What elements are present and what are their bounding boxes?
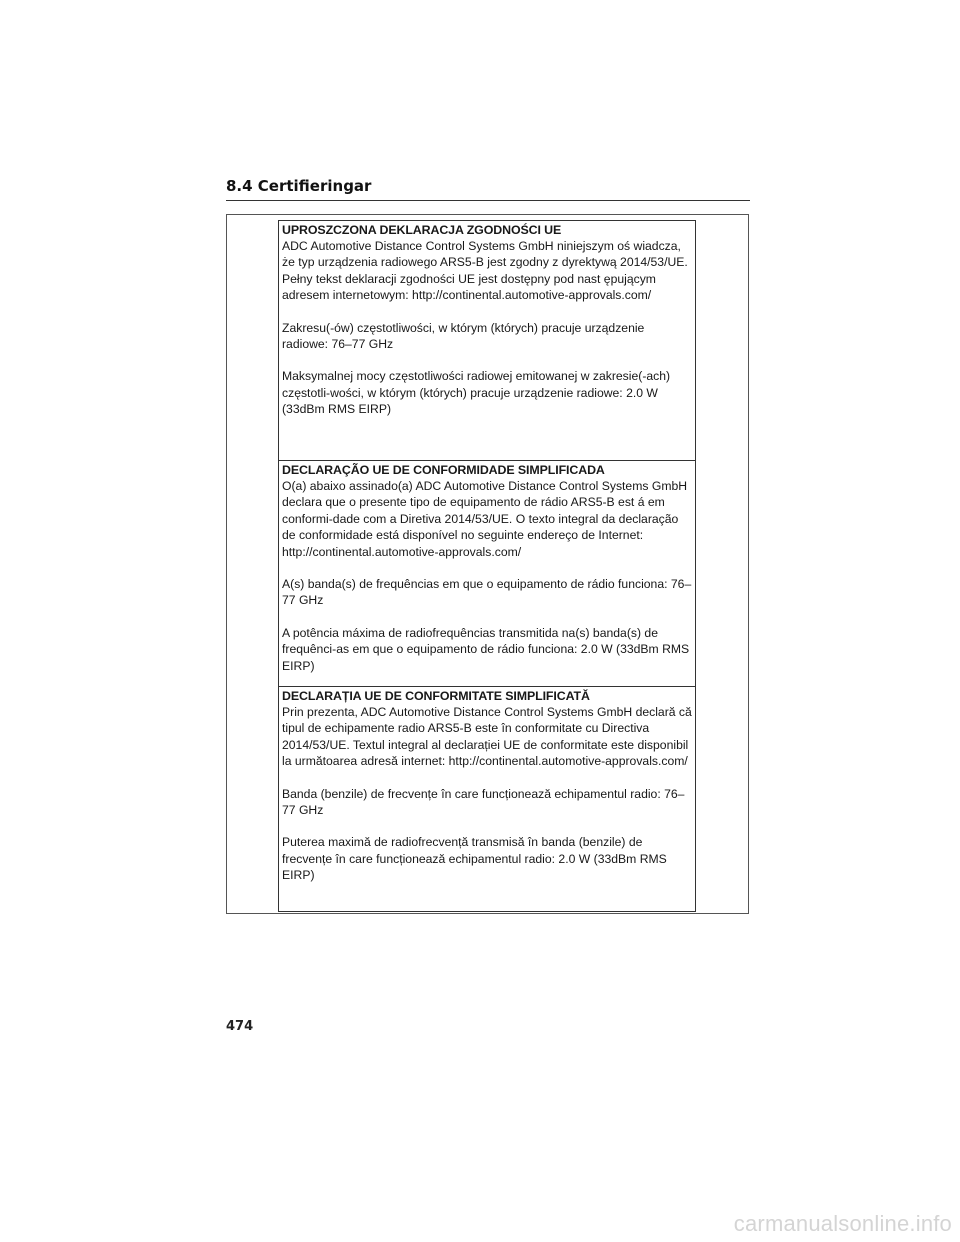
declaration-paragraph: Banda (benzile) de frecvențe în care funcționează echipamentul radio: 76–77 GHz — [282, 786, 685, 818]
declaration-paragraph: Prin prezenta, ADC Automotive Distance Control Systems GmbH declară că tipul de echipamente radio ARS5-B este în conformitate cu Directiva 2014/53/UE. Textul integral al declarației UE de conformitate este disponibil la următoarea adresă internet: http://continental.automotive-approvals.com/ — [282, 705, 692, 769]
declaration-paragraph: Zakresu(-ów) częstotliwości, w którym (których) pracuje urządzenie radiowe: 76–77 GHz — [282, 320, 645, 352]
declaration-title: UPROSZCZONA DEKLARACJA ZGODNOŚCI UE — [282, 223, 562, 237]
declaration-paragraph: Puterea maximă de radiofrecvență transmisă în banda (benzile) de frecvențe în care funcționează echipamentul radio: 2.0 W (33dBm RMS EIRP) — [282, 835, 667, 883]
declarations-scan — [278, 220, 696, 912]
watermark-text: carmanualsonline.info — [733, 1211, 952, 1236]
declaration-paragraph: A potência máxima de radiofrequências transmitida na(s) banda(s) de frequênci-as em que o equipamento de rádio funciona: 2.0 W (33dBm RMS EIRP) — [282, 625, 690, 673]
declaration-title: DECLARAȚIA UE DE CONFORMITATE SIMPLIFICATĂ — [282, 689, 590, 703]
declaration-paragraph: ADC Automotive Distance Control Systems GmbH niniejszym oś wiadcza, że typ urządzenia radiowego ARS5-B jest zgodny z dyrektywą 2014/53/UE. Pełny tekst deklaracji zgodności UE jest dostępny pod nast ępującym adresem internetowym: http://continental.automotive-approvals.com/ — [282, 239, 688, 303]
declaration-polish — [278, 220, 696, 460]
section-header — [226, 176, 750, 201]
page-number: 474 — [226, 1019, 254, 1034]
declaration-romanian — [278, 686, 696, 912]
declaration-portuguese — [278, 460, 696, 686]
declaration-paragraph: Maksymalnej mocy częstotliwości radiowej emitowanej w zakresie(-ach) częstotli-wości, w którym (których) pracuje urządzenie radiowe: 2.0 W (33dBm RMS EIRP) — [282, 369, 671, 417]
declaration-paragraph: A(s) banda(s) de frequências em que o equipamento de rádio funciona: 76–77 GHz — [282, 577, 692, 608]
declaration-title: DECLARAÇÃO UE DE CONFORMIDADE SIMPLIFICADA — [282, 463, 605, 477]
declaration-paragraph: O(a) abaixo assinado(a) ADC Automotive Distance Control Systems GmbH declara que o presente tipo de equipamento de rádio ARS5-B est á em conformi-dade com a Diretiva 2014/53/UE. O texto integral da declaração de conformidade está disponível no seguinte endereço de Internet: http://continental.automotive-approvals.com/ — [282, 479, 688, 559]
section-title: 8.4 Certifieringar — [226, 177, 372, 195]
